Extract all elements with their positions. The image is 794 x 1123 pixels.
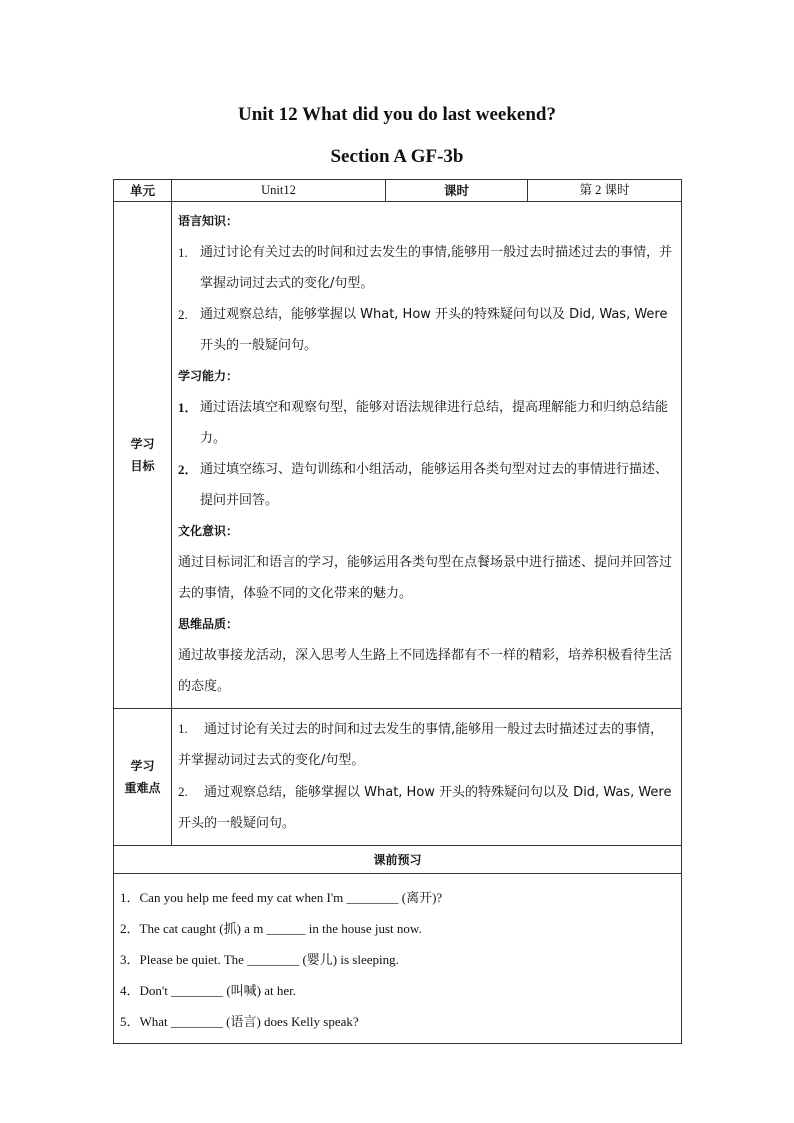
goals-content [172,202,682,709]
period-value: 第 2 课时 [528,180,682,202]
ability-item-text: 通过填空练习、造句训练和小组活动，能够运用各类句型对过去的事情进行描述、提问并回答。 [200,462,669,508]
key-point-text: 通过讨论有关过去的时间和过去发生的事情,能够用一般过去时描述过去的事情，并掌握动词过去式的变化/句型。 [178,722,664,768]
page-subtitle: Section A GF-3b [330,146,464,167]
goals-label-line1: 学习 [130,437,155,451]
key-points-row [114,709,682,846]
goals-label-line2: 目标 [130,459,155,473]
exercise-item: 2．The cat caught (抓) a m ______ in the house just now. [120,921,422,936]
knowledge-title: 语言知识： [178,214,239,228]
key-points-content [172,709,682,846]
unit-value: Unit12 [172,180,386,202]
key-points-label-line1: 学习 [130,759,155,773]
knowledge-item [178,299,675,361]
preview-exercises-row [114,874,682,1044]
key-point-text: 通过观察总结，能够掌握以 What, How 开头的特殊疑问句以及 Did, Was, Were 开头的一般疑问句。 [178,785,672,831]
knowledge-item-num: 2. [178,307,188,322]
page-title: Unit 12 What did you do last weekend? [238,104,556,125]
exercise-item: 5．What ________ (语言) does Kelly speak? [120,1014,359,1029]
ability-title: 学习能力： [178,369,239,383]
thinking-title: 思维品质： [178,617,239,631]
header-row [114,180,682,202]
key-point-num: 1. [178,721,188,736]
unit-label: 单元 [114,180,172,202]
ability-item-text: 通过语法填空和观察句型，能够对语法规律进行总结，提高理解能力和归纳总结能力。 [200,400,669,446]
thinking-text: 通过故事接龙活动，深入思考人生路上不同选择都有不一样的精彩，培养积极看待生活的态度。 [178,648,673,694]
key-point-item [178,713,675,776]
key-points-label-line2: 重难点 [124,781,161,795]
culture-text: 通过目标词汇和语言的学习，能够运用各类句型在点餐场景中进行描述、提问并回答过去的事情，体验不同的文化带来的魅力。 [178,555,673,601]
ability-item [178,454,675,516]
preview-heading: 课前预习 [114,846,682,874]
key-point-num: 2. [178,784,188,799]
period-label: 课时 [386,180,528,202]
knowledge-item-num: 1. [178,245,188,260]
lesson-plan-table [113,179,682,1044]
ability-item-num: 2． [178,462,198,477]
knowledge-item-text: 通过讨论有关过去的时间和过去发生的事情,能够用一般过去时描述过去的事情，并掌握动词过去式的变化/句型。 [200,245,673,291]
culture-title: 文化意识： [178,524,239,538]
exercise-item: 3．Please be quiet. The ________ (婴儿) is sleeping. [120,952,399,967]
exercise-item: 4．Don't ________ (叫喊) at her. [120,983,297,998]
goals-label [114,202,172,709]
ability-item-num: 1． [178,400,198,415]
key-points-label [114,709,172,846]
knowledge-item-text: 通过观察总结，能够掌握以 What, How 开头的特殊疑问句以及 Did, Was, Were 开头的一般疑问句。 [200,307,668,353]
knowledge-item [178,237,675,299]
preview-exercises [114,874,682,1044]
ability-item [178,392,675,454]
goals-row [114,202,682,709]
preview-head-row [114,846,682,874]
exercise-item: 1．Can you help me feed my cat when I'm ________ (离开)? [120,890,443,905]
key-point-item [178,776,675,839]
